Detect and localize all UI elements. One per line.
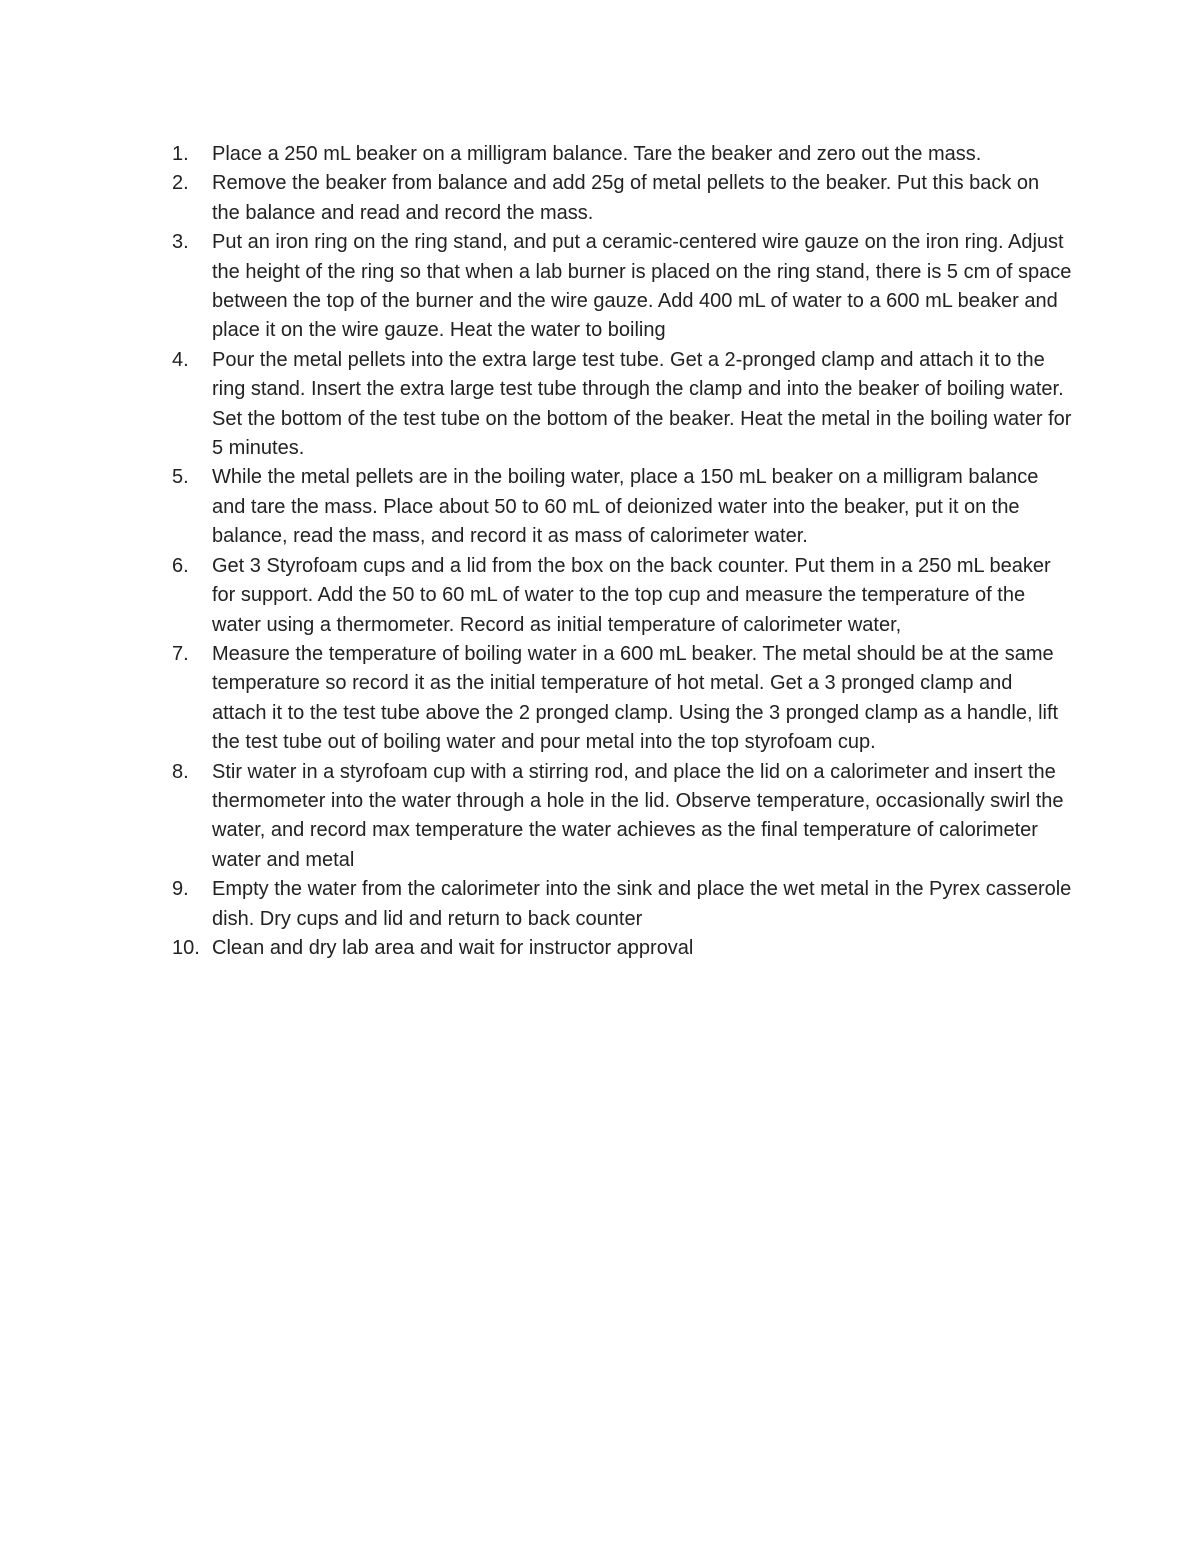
list-item [172,552,1072,640]
step-number: 4. [172,348,189,371]
list-item [172,758,1072,876]
list-item [172,640,1072,758]
step-text: While the metal pellets are in the boiling water, place a 150 mL beaker on a milligram balance and tare the mass. Place about 50 to 60 mL of deionized water into the beaker, put it on the balance, read the mass, and record it as mass of calorimeter water. [212,466,1039,548]
procedure-list [172,140,1072,963]
step-text: Remove the beaker from balance and add 25g of metal pellets to the beaker. Put this back on the balance and read and record the mass. [212,172,1040,224]
step-number: 1. [172,143,189,165]
list-item [172,346,1072,464]
step-text: Stir water in a styrofoam cup with a stirring rod, and place the lid on a calorimeter and insert the thermometer into the water through a hole in the lid. Observe temperature, occasionally swirl the water, and record max temperature the water achieves as the final temperature of calorimeter water and metal [212,760,1064,871]
step-text: Pour the metal pellets into the extra large test tube. Get a 2-pronged clamp and attach it to the ring stand. Insert the extra large test tube through the clamp and into the beaker of boiling water. Set the bottom of the test tube on the bottom of the beaker. Heat the metal in the boiling water for 5 minutes. [212,348,1072,460]
step-number: 6. [172,554,189,577]
list-item [172,140,1072,169]
step-number: 10. [172,936,200,959]
step-text: Empty the water from the calorimeter into the sink and place the wet metal in the Pyrex casserole dish. Dry cups and lid and return to back counter [212,878,1072,930]
step-text: Place a 250 mL beaker on a milligram balance. Tare the beaker and zero out the mass. [212,143,982,165]
step-number: 9. [172,878,189,901]
list-item [172,169,1072,228]
step-number: 8. [172,760,189,783]
step-text: Put an iron ring on the ring stand, and put a ceramic-centered wire gauze on the iron ring. Adjust the height of the ring so that when a lab burner is placed on the ring stand, there is 5 cm of space between the top of the burner and the wire gauze. Add 400 mL of water to a 600 mL beaker and place it on the wire gauze. Heat the water to boiling [212,231,1072,342]
step-text: Measure the temperature of boiling water in a 600 mL beaker. The metal should be at the same temperature so record it as the initial temperature of hot metal. Get a 3 pronged clamp and attach it to the test tube above the 2 pronged clamp. Using the 3 pronged clamp as a handle, lift the test tube out of boiling water and pour metal into the top styrofoam cup. [212,642,1059,754]
list-item [172,934,1072,963]
list-item [172,463,1072,551]
step-number: 7. [172,642,189,665]
list-item [172,228,1072,346]
step-number: 3. [172,231,189,254]
list-item [172,875,1072,934]
step-text: Get 3 Styrofoam cups and a lid from the box on the back counter. Put them in a 250 mL beaker for support. Add the 50 to 60 mL of water to the top cup and measure the temperature of the water using a thermometer. Record as initial temperature of calorimeter water, [212,554,1051,636]
step-text: Clean and dry lab area and wait for instructor approval [212,936,694,959]
step-number: 5. [172,466,189,489]
step-number: 2. [172,172,189,195]
